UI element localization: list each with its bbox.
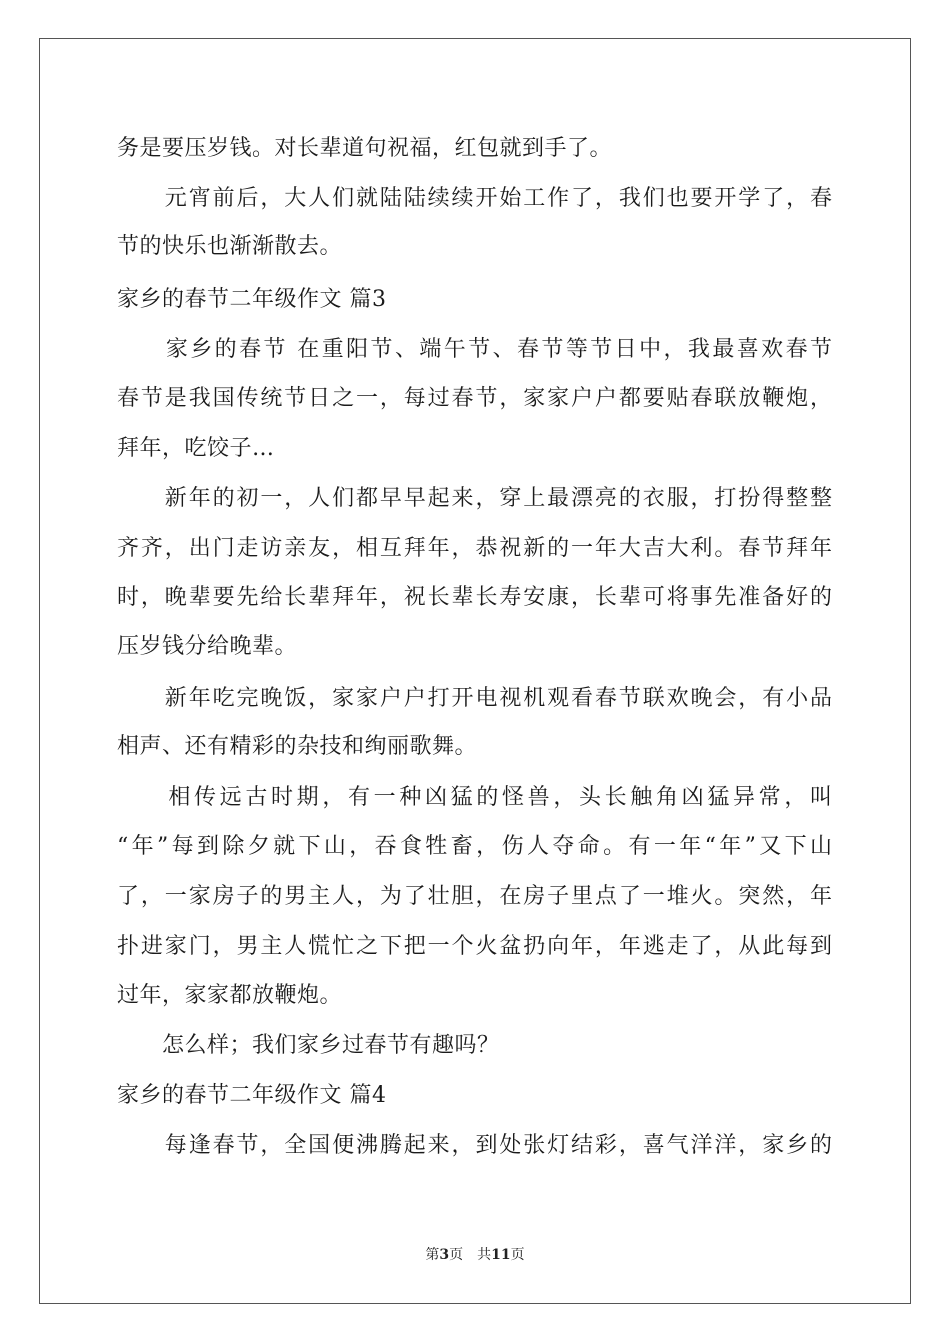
page-footer bbox=[0, 1245, 950, 1265]
page-border bbox=[39, 38, 911, 1304]
text-line: 怎么样；我们家乡过春节有趣吗？ bbox=[117, 1033, 500, 1058]
text-line: 家乡的春节 在重阳节、端午节、春节等节日中，我最喜欢春节 bbox=[117, 337, 832, 362]
text-line: 节的快乐也渐渐散去。 bbox=[117, 234, 343, 259]
text-line: 拜年，吃饺子… bbox=[117, 436, 275, 461]
text-line: 过年，家家都放鞭炮。 bbox=[117, 983, 343, 1008]
footer-page-prefix: 第 bbox=[425, 1247, 440, 1263]
text-line: 新年的初一，人们都早早起来，穿上最漂亮的衣服，打扮得整整 bbox=[117, 486, 832, 511]
text-line: 扑进家门，男主人慌忙之下把一个火盆扔向年，年逃走了，从此每到 bbox=[117, 934, 832, 959]
text-line: 春节是我国传统节日之一，每过春节，家家户户都要贴春联放鞭炮， bbox=[117, 386, 832, 411]
text-line: 相声、还有精彩的杂技和绚丽歌舞。 bbox=[117, 734, 478, 759]
text-line: 元宵前后，大人们就陆陆续续开始工作了，我们也要开学了，春 bbox=[117, 186, 832, 211]
footer-page-suffix: 页 bbox=[510, 1247, 525, 1263]
text-line: 压岁钱分给晚辈。 bbox=[117, 634, 298, 659]
text-line: 务是要压岁钱。对长辈道句祝福，红包就到手了。 bbox=[117, 136, 613, 161]
text-line: 齐齐，出门走访亲友，相互拜年，恭祝新的一年大吉大利。春节拜年 bbox=[117, 536, 832, 561]
text-line: “年”每到除夕就下山，吞食牲畜，伤人夺命。有一年“年”又下山 bbox=[117, 834, 832, 859]
text-line: 了，一家房子的男主人，为了壮胆，在房子里点了一堆火。突然，年 bbox=[117, 884, 832, 909]
section-heading: 家乡的春节二年级作文 篇3 bbox=[117, 287, 387, 312]
text-line: 每逢春节，全国便沸腾起来，到处张灯结彩，喜气洋洋，家乡的 bbox=[117, 1133, 832, 1158]
footer-page-total: 11 bbox=[491, 1247, 511, 1263]
footer-page-mid: 页 共 bbox=[449, 1247, 492, 1263]
text-line: 相传远古时期，有一种凶猛的怪兽，头长触角凶猛异常，叫 bbox=[117, 785, 832, 810]
text-line: 时，晚辈要先给长辈拜年，祝长辈长寿安康，长辈可将事先准备好的 bbox=[117, 585, 832, 610]
footer-page-current: 3 bbox=[439, 1247, 450, 1263]
section-heading: 家乡的春节二年级作文 篇4 bbox=[117, 1083, 387, 1108]
text-line: 新年吃完晚饭，家家户户打开电视机观看春节联欢晚会，有小品 bbox=[117, 686, 832, 711]
